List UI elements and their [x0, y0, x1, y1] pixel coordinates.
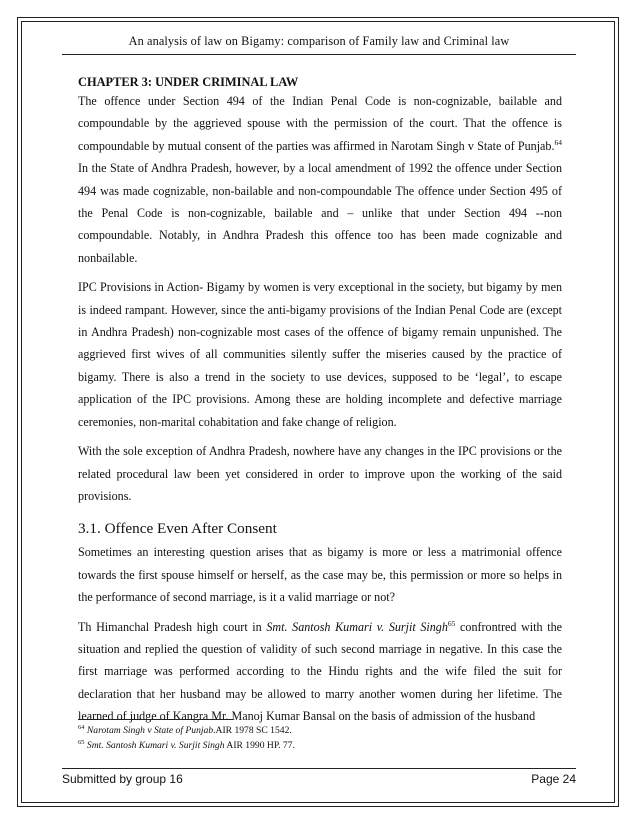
footnote-64: $^{64}$ Narotam Singh v State of Punjab.AIR 1978 SC 1542.	[78, 723, 292, 736]
paragraph-andhra-exception: With the sole exception of Andhra Pradesh, nowhere have any changes in the IPC provisions or the related procedural law been yet considered in order to improve upon the working of the said provisions.	[78, 444, 562, 503]
case-name: Smt. Santosh Kumari v. Surjit Singh	[266, 619, 448, 634]
paragraph-consent-question: Sometimes an interesting question arises that as bigamy is more or less a matrimonial offence towards the first spouse himself or herself, as the case may be, this permission or more so helps in the performance of second marriage, is it a valid marriage or not?	[78, 545, 562, 605]
footnote-65: $^{65}$ Smt. Santosh Kumari v. Surjit Singh AIR 1990 HP. 77.	[78, 738, 295, 751]
footer-group: Submitted by group 16	[62, 772, 183, 786]
footnote-ref-65: 65	[447, 618, 456, 628]
footer-rule	[62, 768, 576, 769]
footnote-separator	[78, 719, 233, 720]
footnotes	[78, 724, 295, 753]
section-title: 3.1. Offence Even After Consent	[78, 520, 277, 538]
page-content	[78, 74, 562, 728]
running-header: An analysis of law on Bigamy: comparison of Family law and Criminal law	[128, 34, 510, 48]
header-rule	[62, 54, 576, 55]
footer-page-number: Page 24	[531, 772, 576, 786]
paragraph-ipc-provisions: IPC Provisions in Action- Bigamy by women is very exceptional in the society, but bigamy by men is indeed rampant. However, since the anti-bigamy provisions of the Indian Penal Code are (except in Andhra Pradesh) non-cognizable most cases of the offence of bigamy remain unpunished. The aggrieved first wives of all communities silently suffer the miseries caused by the practice of bigamy. There is also a trend in the society to use devices, supposed to be ‘legal’, to escape application of the IPC provisions. Among these are holding incomplete and defective marriage ceremonies, non-marital cohabitation and fake change of religion.	[78, 280, 562, 429]
chapter-heading: CHAPTER 3: UNDER CRIMINAL LAW	[78, 75, 299, 89]
footnote-ref-64: 64	[554, 137, 562, 147]
paragraph-himachal-case: Th Himanchal Pradesh high court in Smt. Santosh Kumari v. Surjit Singh$^{65}$ confrontred with the situation and replied the question of validity of such second marriage in negative. In this case the first marriage was performed according to the Hindu rights and the wife filed the suit for declaration that her husband may be allowed to marry another women during her lifetime. The learned of judge of Kangra Mr. Manoj Kumar Bansal on the basis of admission of the husband	[78, 618, 562, 724]
paragraph-offence-classification: The offence under Section 494 of the Indian Penal Code is non-cognizable, bailable and compoundable by the aggrieved spouse with the permission of the court. That the offence is compoundable by mutual consent of the parties was affirmed in Narotam Singh v State of Punjab.$^{64}$ In the State of Andhra Pradesh, however, by a local amendment of 1992 the offence under Section 494 was made cognizable, non-bailable and non-compoundable The offence under Section 495 of the Penal Code is non-cognizable, bailable and – unlike that under Section 494 --non compoundable. Notably, in Andhra Pradesh this offence too has been made cognizable and nonbailable.	[78, 94, 562, 265]
